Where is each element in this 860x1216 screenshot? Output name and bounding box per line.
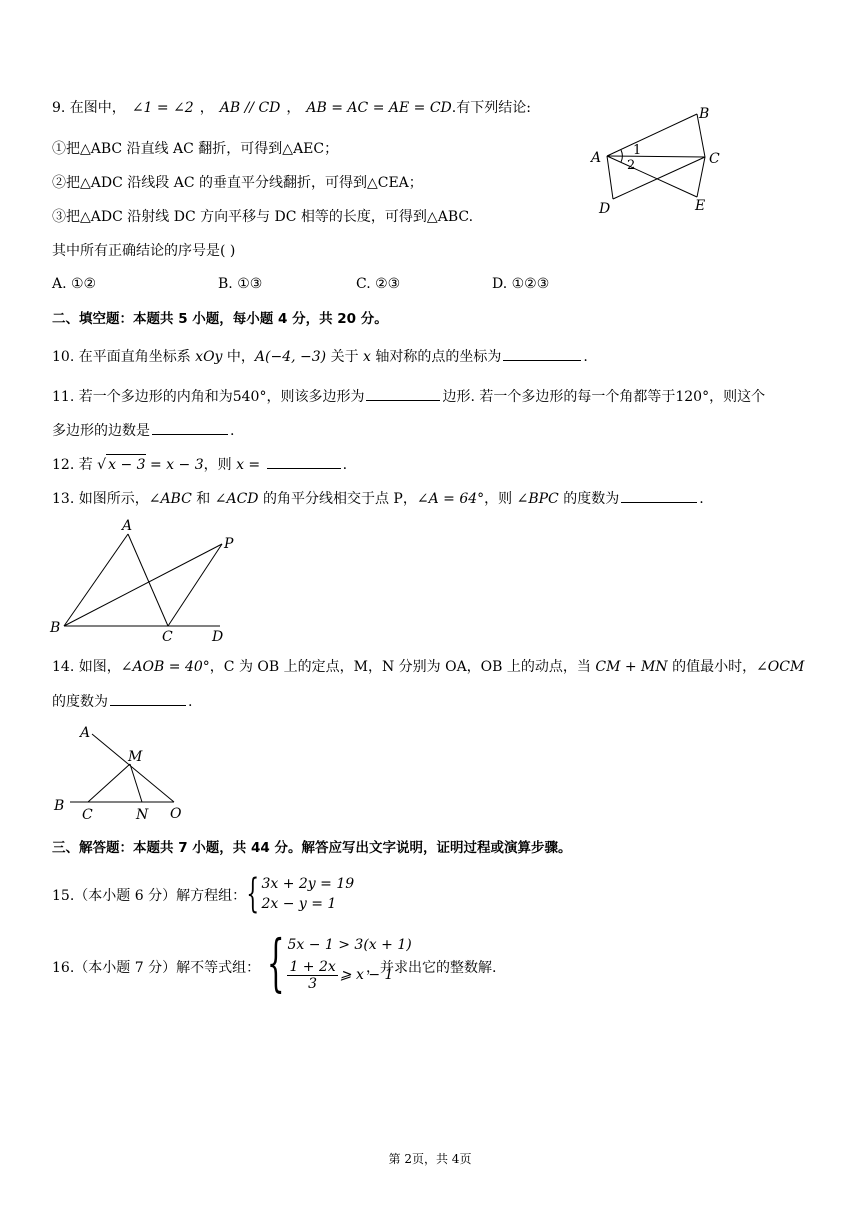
q9-figure (585, 100, 735, 215)
q9-question: 其中所有正确结论的序号是( ) (52, 243, 236, 259)
q9-label-2: 2 (627, 158, 636, 173)
q9-statement-2: ②把△ADC 沿线段 AC 的垂直平分线翻折，可得到△CEA； (52, 175, 423, 191)
section-2-heading: 二、填空题：本题共 5 小题，每小题 4 分，共 20 分。 (52, 311, 388, 327)
q9-statement-1: ①把△ABC 沿直线 AC 翻折，可得到△AEC； (52, 141, 339, 157)
q13-label-c: C (162, 629, 173, 644)
q14-label-o: O (170, 806, 182, 822)
q14-label-c: C (82, 807, 93, 823)
q13-label-d: D (212, 629, 224, 644)
q13-text: 13. 如图所示，∠ABC 和 ∠ACD 的角平分线相交于点 P，∠A = 64°，则 ∠BPC 的度数为 . (52, 488, 704, 509)
q13-segment-ac (128, 534, 168, 626)
q14-label-n: N (136, 807, 149, 823)
q12-answer-blank[interactable] (267, 454, 341, 469)
page-footer: 第 2页，共 4页 (388, 1152, 472, 1166)
q9-option-c: C. ②③ (356, 276, 401, 292)
q15-equation-system: { 3x + 2y = 19 2x − y = 1 (246, 871, 355, 917)
q14-label-m: M (128, 749, 143, 765)
q14-segment-cm (88, 764, 130, 802)
q13-label-p: P (224, 536, 234, 552)
q14-segment-mn (130, 764, 142, 802)
q9-option-b: B. ①③ (218, 276, 263, 292)
section-3-heading: 三、解答题：本题共 7 小题，共 44 分。解答应写出文字说明，证明过程或演算步骤。 (52, 840, 572, 856)
q9-segment-ae (607, 156, 697, 197)
q16-suffix: ，并求出它的整数解. (366, 960, 497, 976)
q10-answer-blank[interactable] (503, 346, 581, 361)
q9-segment-ab (607, 114, 697, 156)
q14-text-line1: 14. 如图，∠AOB = 40°，C 为 OB 上的定点，M，N 分别为 OA，OB 上的动点，当 CM + MN 的值最小时，∠OCM (52, 659, 805, 675)
q9-label-e: E (695, 198, 706, 214)
q11-answer-blank-1[interactable] (366, 386, 440, 401)
q14-text-line2: 的度数为 . (52, 691, 192, 712)
q9-stem: 9. 在图中， ∠1 = ∠2 ， AB // CD ， AB = AC = AE = CD.有下列结论: (52, 100, 531, 116)
q14-ray-oa (92, 734, 174, 802)
q13-label-b: B (50, 620, 61, 636)
q9-label-c: C (709, 151, 720, 167)
q13-segment-ba (64, 534, 128, 626)
q13-segment-cp (168, 544, 222, 626)
q16-prefix: 16.（本小题 7 分）解不等式组： (52, 960, 261, 976)
q9-label-b: B (699, 106, 710, 122)
q14-figure (50, 720, 200, 824)
q9-statement-3: ③把△ADC 沿射线 DC 方向平移与 DC 相等的长度，可得到△ABC. (52, 209, 474, 225)
q13-answer-blank[interactable] (621, 488, 697, 503)
q9-segment-ac (607, 156, 705, 157)
q9-segment-ad (607, 156, 613, 199)
q16-inequality-1: 5x − 1 > 3(x + 1) (287, 936, 412, 953)
q14-label-a: A (80, 725, 91, 741)
q15-prefix: 15.（本小题 6 分）解方程组： (52, 888, 247, 904)
q16-inequality-system: { 5x − 1 > 3(x + 1) $\frac{1 + 2x}{3}$ ⩾ x − 1 (266, 926, 412, 999)
q13-segment-bp (64, 544, 222, 626)
q9-label-a: A (591, 150, 602, 166)
q15-equation-1: 3x + 2y = 19 (261, 876, 355, 892)
q14-answer-blank[interactable] (110, 691, 186, 706)
q14-label-b: B (54, 798, 65, 814)
q12-text: 12. 若 √ x − 3 = x − 3，则 x = . (52, 454, 347, 475)
q13-figure (48, 516, 248, 644)
q9-option-a: A. ①② (52, 276, 97, 292)
q9-segment-ce (697, 157, 705, 197)
q10-text: 10. 在平面直角坐标系 xOy 中，A(−4, −3) 关于 x 轴对称的点的坐标为 . (52, 346, 588, 367)
q16-inequality-2: $\frac{1 + 2x}{3}$ ⩾ x − 1 (289, 958, 394, 992)
q9-label-d: D (599, 201, 611, 215)
q11-answer-blank-2[interactable] (152, 420, 228, 435)
q9-label-1: 1 (633, 143, 642, 158)
q11-text-line1: 11. 若一个多边形的内角和为540°，则该多边形为 边形. 若一个多边形的每一个角都等于120°，则这个 (52, 386, 765, 407)
q15-equation-2: 2x − y = 1 (261, 896, 337, 912)
q11-text-line2: 多边形的边数是 . (52, 420, 234, 441)
q13-label-a: A (122, 518, 133, 534)
q9-option-d: D. ①②③ (492, 276, 550, 292)
